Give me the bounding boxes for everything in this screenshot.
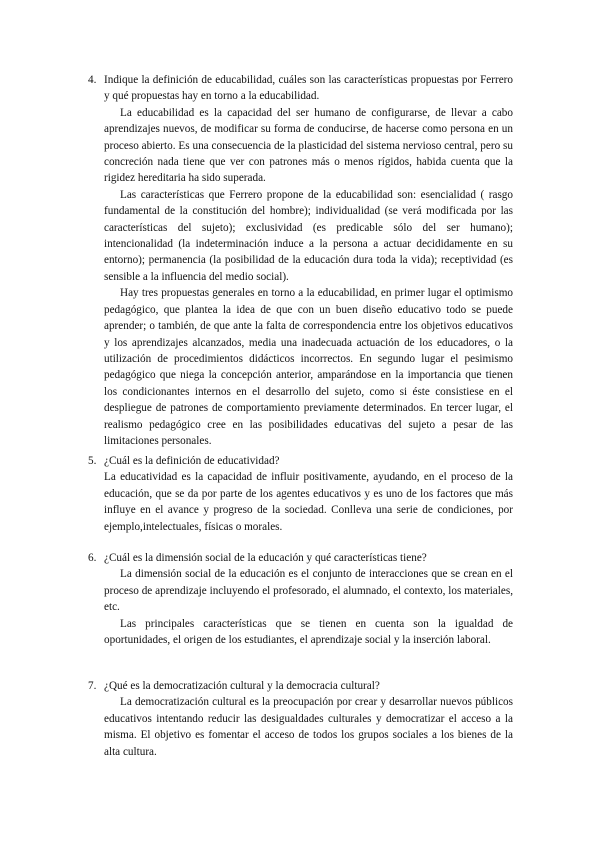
question-7 bbox=[88, 678, 513, 760]
question-5-answer bbox=[88, 469, 513, 535]
question-4-heading bbox=[88, 72, 513, 105]
answer-6-paragraph-2: Las principales características que se tienen en cuenta son la igualdad de oportunidades, el origen de los estudiantes, el aprendizaje social y la inserción laboral. bbox=[104, 617, 513, 647]
answer-4-paragraph-2: Las características que Ferrero propone de la educabilidad son: esencialidad ( rasgo fundamental de la constitución del hombre); individualidad (se verá modificada por las características del sujeto); exclusividad (es predicable sólo del ser humano); intencionalidad (la indeterminación induce a la persona a actuar decididamente en su entorno); permanencia (la posibilidad de la educación dura toda la vida); receptividad (es sensible a la influencia del medio social). bbox=[104, 188, 513, 283]
answer-4-paragraph-3: Hay tres propuestas generales en torno a la educabilidad, en primer lugar el optimismo pedagógico, que plantea la idea de que con un buen diseño educativo todo se puede aprender; o también, de que ante la falta de correspondencia entre los objetivos educativos y los aprendizajes alcanzados, media una inadecuada actuación de los educadores, o la utilización de procedimientos didácticos incorrectos. En segundo lugar el pesimismo pedagógico que niega la concepción anterior, amparándose en la importancia que tienen los condicionantes internos en el desarrollo del sujeto, como si éste consistiese en el despliegue de patrones de comportamiento previamente determinados. En tercer lugar, el realismo pedagógico cree en las posibilidades educativas del sujeto a pesar de las limitaciones personales. bbox=[104, 287, 513, 447]
question-5-number: 5. bbox=[88, 455, 97, 467]
question-6-text: ¿Cuál es la dimensión social de la educación y qué características tiene? bbox=[104, 552, 427, 564]
question-6-number: 6. bbox=[88, 552, 97, 564]
question-4 bbox=[88, 72, 513, 449]
question-7-text: ¿Qué es la democratización cultural y la democracia cultural? bbox=[104, 680, 380, 692]
question-7-heading bbox=[88, 678, 513, 694]
question-6-heading bbox=[88, 550, 513, 566]
answer-4-paragraph-1: La educabilidad es la capacidad del ser humano de configurarse, de llevar a cabo aprendizajes nuevos, de modificar su forma de conducirse, de hacerse como persona en un proceso abierto. Es una consecuencia de la plasticidad del sistema nervioso central, pero su concreción nada tiene que ver con patrones más o menos rígidos, habida cuenta que la rigidez hereditaria ha sido superada. bbox=[104, 106, 513, 185]
question-4-number: 4. bbox=[88, 74, 97, 86]
answer-5-paragraph-1: La educatividad es la capacidad de influir positivamente, ayudando, en el proceso de la educación, que se da por parte de los agentes educativos y es uno de los factores que más influye en el avance y progreso de la sociedad. Conlleva una serie de condiciones, por ejemplo,intelectuales, físicas o morales. bbox=[104, 471, 513, 533]
question-4-answer bbox=[88, 105, 513, 450]
question-4-text: Indique la definición de educabilidad, cuáles son las características propuestas por Ferrero y qué propuestas hay en torno a la educabilidad. bbox=[104, 74, 513, 103]
answer-7-paragraph-1: La democratización cultural es la preocupación por crear y desarrollar nuevos públicos educativos intentando reducir las desigualdades culturales y democratizar el acceso a la misma. El objetivo es fomentar el acceso de todos los grupos sociales a los bienes de la alta cultura. bbox=[104, 696, 513, 758]
question-5 bbox=[88, 453, 513, 535]
question-7-number: 7. bbox=[88, 680, 97, 692]
question-5-text: ¿Cuál es la definición de educatividad? bbox=[104, 455, 280, 467]
question-6 bbox=[88, 550, 513, 648]
question-6-answer bbox=[88, 566, 513, 648]
answer-6-paragraph-1: La dimensión social de la educación es el conjunto de interacciones que se crean en el proceso de aprendizaje incluyendo el profesorado, el alumnado, el contexto, los materiales, etc. bbox=[104, 568, 513, 614]
question-7-answer bbox=[88, 694, 513, 760]
question-5-heading bbox=[88, 453, 513, 469]
